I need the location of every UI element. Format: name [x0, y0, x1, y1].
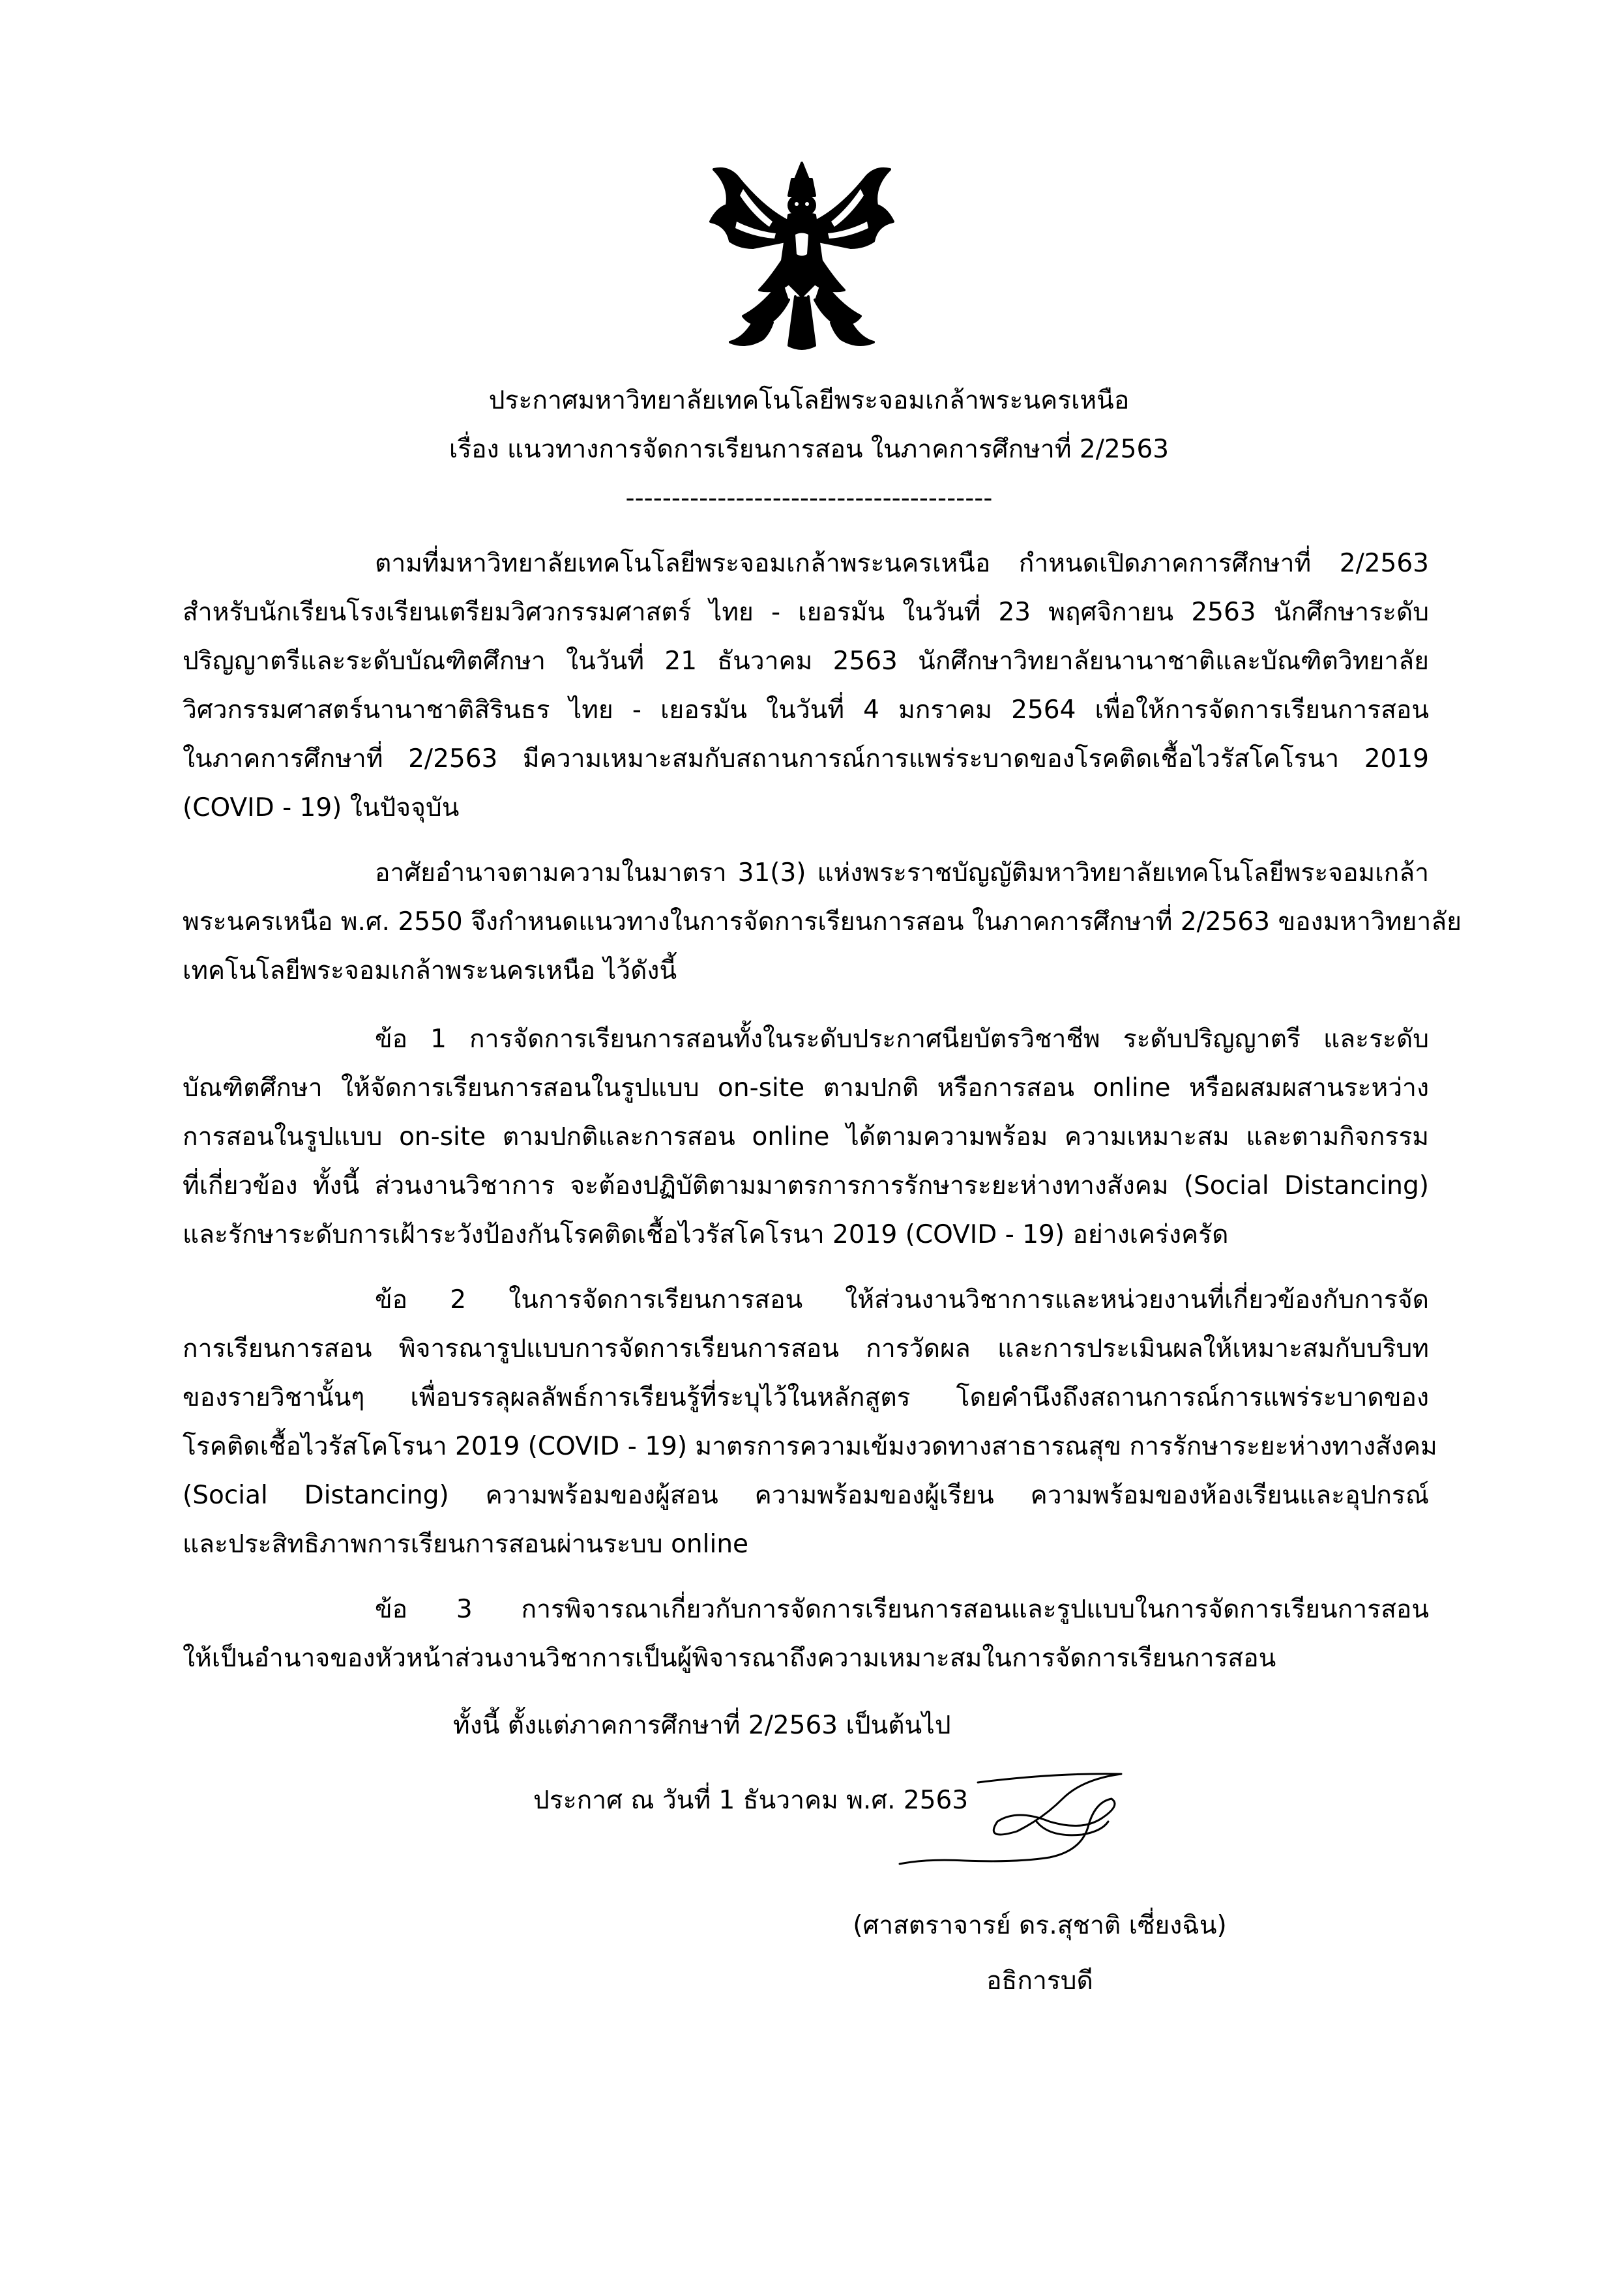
garuda-emblem-icon	[691, 150, 913, 365]
text-line: ตามที่มหาวิทยาลัยเทคโนโลยีพระจอมเกล้าพระนครเหนือ กำหนดเปิดภาคการศึกษาที่ 2/2563	[375, 549, 1429, 578]
text-line: ข้อ 2 ในการจัดการเรียนการสอน ให้ส่วนงานวิชาการและหน่วยงานที่เกี่ยวข้องกับการจัด	[375, 1285, 1429, 1315]
text-line: การสอนในรูปแบบ on-site ตามปกติและการสอน online ได้ตามความพร้อม ความเหมาะสม และตามกิจกรรม	[183, 1122, 1429, 1152]
text-line: ในภาคการศึกษาที่ 2/2563 มีความเหมาะสมกับสถานการณ์การแพร่ระบาดของโรคติดเชื้อไวรัสโคโรนา 2019	[183, 744, 1429, 774]
text-line: ให้เป็นอำนาจของหัวหน้าส่วนงานวิชาการเป็นผู้พิจารณาถึงความเหมาะสมในการจัดการเรียนการสอน	[183, 1644, 1276, 1673]
text-line: โรคติดเชื้อไวรัสโคโรนา 2019 (COVID - 19) มาตรการความเข้มงวดทางสาธารณสุข การรักษาระยะห่างทางสังคม	[183, 1432, 1437, 1461]
text-line: อาศัยอำนาจตามความในมาตรา 31(3) แห่งพระราชบัญญัติมหาวิทยาลัยเทคโนโลยีพระจอมเกล้า	[375, 858, 1429, 888]
announcement-date: ประกาศ ณ วันที่ 1 ธันวาคม พ.ศ. 2563	[533, 1786, 969, 1815]
text-line: ข้อ 3 การพิจารณาเกี่ยวกับการจัดการเรียนการสอนและรูปแบบในการจัดการเรียนการสอน	[375, 1595, 1429, 1624]
signature-icon	[887, 1760, 1199, 1890]
text-line: วิศวกรรมศาสตร์นานาชาติสิรินธร ไทย - เยอรมัน ในวันที่ 4 มกราคม 2564 เพื่อให้การจัดการเรียนการสอน	[183, 695, 1429, 725]
text-line: ข้อ 1 การจัดการเรียนการสอนทั้งในระดับประกาศนียบัตรวิชาชีพ ระดับปริญญาตรี และระดับ	[375, 1024, 1429, 1054]
text-line: ปริญญาตรีและระดับบัณฑิตศึกษา ในวันที่ 21 ธันวาคม 2563 นักศึกษาวิทยาลัยนานาชาติและบัณฑิตวิทยาลัย	[183, 647, 1429, 676]
text-line: บัณฑิตศึกษา ให้จัดการเรียนการสอนในรูปแบบ on-site ตามปกติ หรือการสอน online หรือผสมผสานระหว่าง	[183, 1073, 1429, 1103]
text-line: และประสิทธิภาพการเรียนการสอนผ่านระบบ online	[183, 1530, 749, 1559]
text-line: สำหรับนักเรียนโรงเรียนเตรียมวิศวกรรมศาสตร์ ไทย - เยอรมัน ในวันที่ 23 พฤศจิกายน 2563 นักศึกษาระดับ	[183, 598, 1429, 627]
announcement-title: ประกาศมหาวิทยาลัยเทคโนโลยีพระจอมเกล้าพระนครเหนือ	[488, 386, 1130, 415]
effective-statement: ทั้งนี้ ตั้งแต่ภาคการศึกษาที่ 2/2563 เป็นต้นไป	[453, 1711, 951, 1740]
signer-name: (ศาสตราจารย์ ดร.สุชาติ เซี่ยงฉิน)	[853, 1911, 1227, 1940]
text-line: พระนครเหนือ พ.ศ. 2550 จึงกำหนดแนวทางในการจัดการเรียนการสอน ในภาคการศึกษาที่ 2/2563 ของมหาวิทยาลัย	[183, 907, 1462, 937]
text-line: และรักษาระดับการเฝ้าระวังป้องกันโรคติดเชื้อไวรัสโคโรนา 2019 (COVID - 19) อย่างเคร่งครัด	[183, 1220, 1229, 1249]
announcement-subject: เรื่อง แนวทางการจัดการเรียนการสอน ในภาคการศึกษาที่ 2/2563	[449, 435, 1169, 464]
text-line: ของรายวิชานั้นๆ เพื่อบรรลุผลลัพธ์การเรียนรู้ที่ระบุไว้ในหลักสูตร โดยคำนึงถึงสถานการณ์การแพร่ระบาดของ	[183, 1383, 1429, 1412]
title-divider: ----------------------------------------	[625, 484, 993, 513]
text-line: (COVID - 19) ในปัจจุบัน	[183, 793, 460, 822]
text-line: (Social Distancing) ความพร้อมของผู้สอน ความพร้อมของผู้เรียน ความพร้อมของห้องเรียนและอุปกรณ์	[183, 1481, 1429, 1510]
text-line: ที่เกี่ยวข้อง ทั้งนี้ ส่วนงานวิชาการ จะต้องปฏิบัติตามมาตรการการรักษาระยะห่างทางสังคม (Social Distancing)	[183, 1171, 1429, 1200]
text-line: เทคโนโลยีพระจอมเกล้าพระนครเหนือ ไว้ดังนี้	[183, 956, 677, 985]
signer-position: อธิการบดี	[986, 1966, 1093, 1996]
text-line: การเรียนการสอน พิจารณารูปแบบการจัดการเรียนการสอน การวัดผล และการประเมินผลให้เหมาะสมกับบริบท	[183, 1334, 1429, 1363]
